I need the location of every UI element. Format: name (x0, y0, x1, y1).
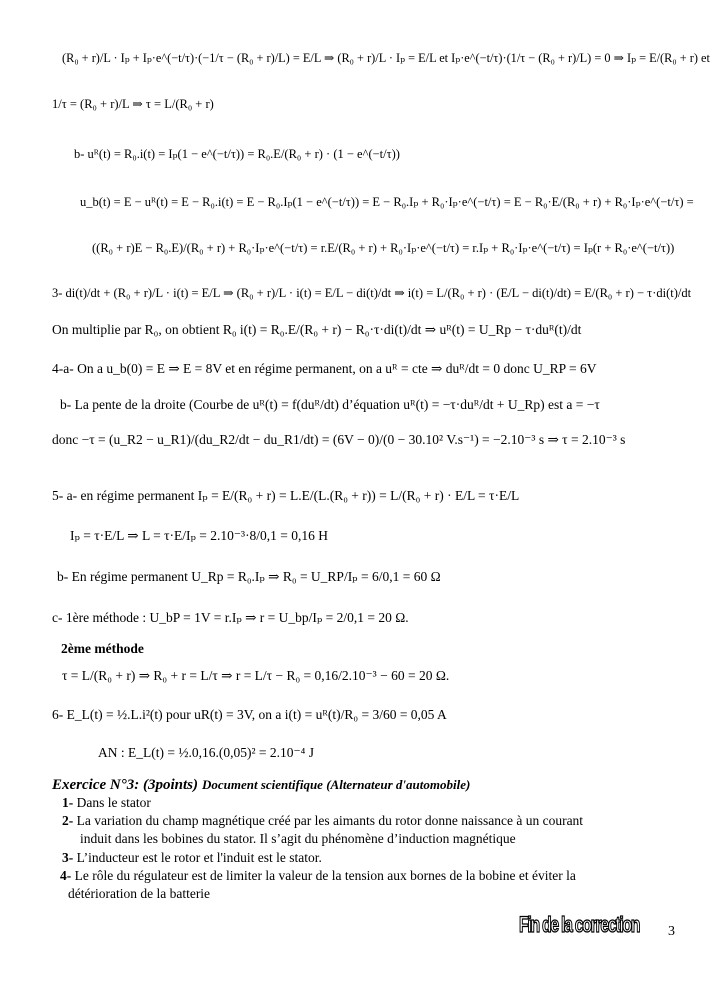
equation-line-9: b- La pente de la droite (Courbe de uᴿ(t) = f(duᴿ/dt) d’équation uᴿ(t) = −τ·duᴿ/dt + U_Rp) est a = −τ (60, 397, 600, 412)
answer-number: 4- (60, 868, 72, 883)
equation-line-4: u_b(t) = E − uᴿ(t) = E − R₀.i(t) = E − R₀.Iₚ(1 − e^(−t/τ)) = E − R₀.Iₚ + R₀·Iₚ·e^(−t/τ) = E − R₀·E/(R₀ + r) + R₀·Iₚ·e^(−t/τ) = (80, 195, 694, 209)
equation-line-2: 1/τ = (R₀ + r)/L ⇒ τ = L/(R₀ + r) (52, 97, 214, 111)
answer-text: Dans le stator (76, 795, 151, 810)
answer-text: induit dans les bobines du stator. Il s’agit du phénomène d’induction magnétique (80, 831, 516, 846)
answer-item (60, 868, 576, 884)
equation-line-3: b- uᴿ(t) = R₀.i(t) = Iₚ(1 − e^(−t/τ)) = R₀.E/(R₀ + r) · (1 − e^(−t/τ)) (74, 147, 400, 161)
equation-line-13: b- En régime permanent U_Rp = R₀.Iₚ ⇒ R₀ = U_RP/Iₚ = 6/0,1 = 60 Ω (57, 569, 441, 584)
answer-number: 3- (62, 850, 74, 865)
equation-line-17: 6- E_L(t) = ½.L.i²(t) pour uR(t) = 3V, on a i(t) = uᴿ(t)/R₀ = 3/60 = 0,05 A (52, 707, 447, 722)
equation-line-14: c- 1ère méthode : U_bP = 1V = r.Iₚ ⇒ r = U_bp/Iₚ = 2/0,1 = 20 Ω. (52, 610, 409, 625)
exercise-subtitle: Document scientifique (Alternateur d'automobile) (201, 777, 471, 792)
answer-text: La variation du champ magnétique créé par les aimants du rotor donne naissance à un courant (76, 813, 584, 828)
equation-line-7: On multiplie par R₀, on obtient R₀ i(t) = R₀.E/(R₀ + r) − R₀·τ·di(t)/dt ⇒ uᴿ(t) = U_Rp − τ·duᴿ(t)/dt (52, 322, 582, 337)
equation-line-5: ((R₀ + r)E − R₀.E)/(R₀ + r) + R₀·Iₚ·e^(−t/τ) = r.E/(R₀ + r) + R₀·Iₚ·e^(−t/τ) = r.Iₚ + R₀·Iₚ·e^(−t/τ) = Iₚ(r + R₀·e^(−t/τ)) (92, 241, 675, 255)
page-number: 3 (668, 924, 675, 939)
answer-number: 1- (62, 795, 74, 810)
answer-number: 2- (62, 813, 74, 828)
equation-line-6: 3- di(t)/dt + (R₀ + r)/L · i(t) = E/L ⇒ (R₀ + r)/L · i(t) = E/L − di(t)/dt ⇒ i(t) = L/(R₀ + r) · (E/L − di(t)/dt) = E/(R₀ + r) − τ·di(t)/dt (52, 286, 692, 300)
equation-line-12: Iₚ = τ·E/L ⇒ L = τ·E/Iₚ = 2.10⁻³·8/0,1 = 0,16 H (70, 528, 329, 543)
answer-item (62, 795, 151, 811)
equation-line-1: (R₀ + r)/L · Iₚ + Iₚ·e^(−t/τ)·(−1/τ − (R₀ + r)/L) = E/L ⇒ (R₀ + r)/L · Iₚ = E/L et Iₚ·e^(−t/τ)·(1/τ − (R₀ + r)/L) = 0 ⇒ Iₚ = E/(R₀ + r) et (62, 51, 710, 65)
equation-line-11: 5- a- en régime permanent Iₚ = E/(R₀ + r) = L.E/(L.(R₀ + r)) = L/(R₀ + r) · E/L = τ·E/L (52, 488, 520, 503)
answer-item (62, 850, 322, 866)
answer-text: détérioration de la batterie (68, 886, 211, 901)
answer-text: Le rôle du régulateur est de limiter la valeur de la tension aux bornes de la bobine et éviter la (74, 868, 576, 883)
equation-line-8: 4-a- On a u_b(0) = E ⇒ E = 8V et en régime permanent, on a uᴿ = cte ⇒ duᴿ/dt = 0 donc U_RP = 6V (52, 361, 597, 376)
equation-line-18: AN : E_L(t) = ½.0,16.(0,05)² = 2.10⁻⁴ J (98, 745, 314, 760)
equation-line-10: donc −τ = (u_R2 − u_R1)/(du_R2/dt − du_R1/dt) = (6V − 0)/(0 − 30.10² V.s⁻¹) = −2.10⁻³ s ⇒ τ = 2.10⁻³ s (52, 432, 626, 447)
answer-text: L’inducteur est le rotor et l'induit est le stator. (76, 850, 322, 865)
exercise-header (52, 776, 470, 794)
equation-line-15: 2ème méthode (61, 641, 144, 656)
exercise-title: Exercice N°3: (3points) (52, 777, 198, 793)
answer-continuation (80, 831, 516, 847)
end-of-correction-label: Fin de la correction (519, 912, 640, 937)
equation-line-16: τ = L/(R₀ + r) ⇒ R₀ + r = L/τ ⇒ r = L/τ − R₀ = 0,16/2.10⁻³ − 60 = 20 Ω. (62, 668, 450, 683)
answer-item (62, 813, 583, 829)
answer-continuation (68, 886, 210, 902)
